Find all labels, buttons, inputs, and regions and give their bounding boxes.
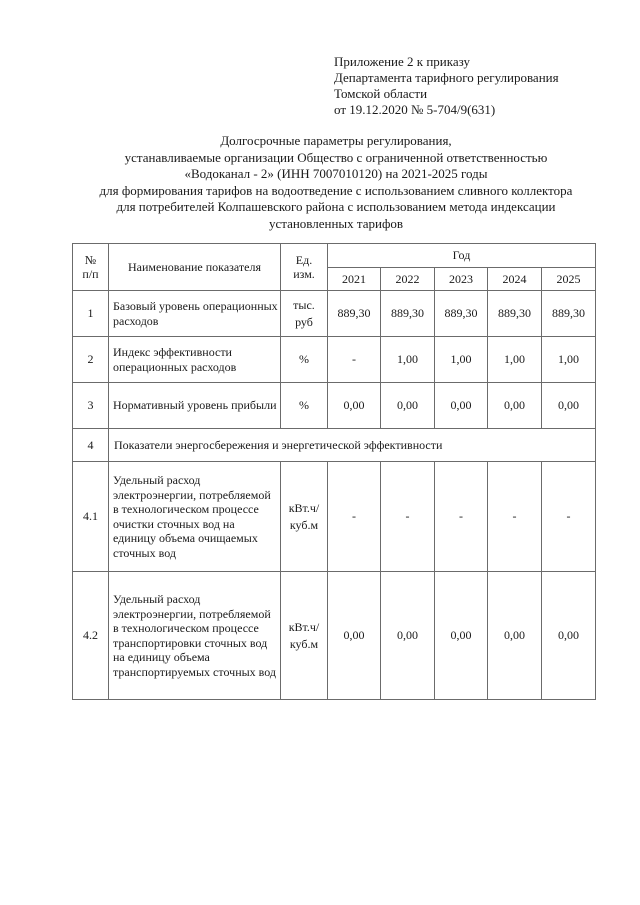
row-unit: кВт.ч/ куб.м [281, 462, 328, 572]
table-row [73, 291, 596, 337]
row-value: 1,00 [435, 337, 488, 383]
row-value: - [328, 462, 381, 572]
row-num: 4.1 [73, 462, 109, 572]
row-value: - [435, 462, 488, 572]
row-unit: кВт.ч/ куб.м [281, 572, 328, 700]
parameters-table [72, 243, 596, 700]
row-value: 889,30 [381, 291, 435, 337]
title-line: для формирования тарифов на водоотведение с использованием сливного коллектора [99, 182, 573, 198]
title-line: установленных тарифов [268, 215, 404, 231]
row-name: Удельный расход электроэнергии, потребляемой в технологическом процессе очистки сточных вод на единицу объема очищаемых сточных вод [109, 462, 281, 572]
header-line: Приложение 2 к приказу [334, 54, 471, 69]
row-unit: % [281, 337, 328, 383]
row-value: 0,00 [435, 572, 488, 700]
table-row [73, 572, 596, 700]
section-row [73, 429, 596, 462]
year-header: 2023 [435, 268, 488, 291]
col-num-header: № п/п [73, 244, 109, 291]
title-line: для потребителей Колпашевского района с использованием метода индексации [116, 199, 556, 214]
header-line: Томской области [334, 86, 428, 101]
row-unit: % [281, 383, 328, 429]
title-line: Долгосрочные параметры регулирования, [220, 133, 452, 148]
section-title: Показатели энергосбережения и энергетической эффективности [109, 429, 596, 462]
row-value: 0,00 [381, 572, 435, 700]
header-line: от 19.12.2020 № 5-704/9(631) [334, 102, 496, 117]
title-line: «Водоканал - 2» (ИНН 7007010120) на 2021-2025 годы [184, 166, 488, 181]
header-row [73, 244, 596, 268]
row-name: Удельный расход электроэнергии, потребляемой в технологическом процессе транспортировки сточных вод на единицу объема транспортируемых сточных вод [109, 572, 281, 700]
row-value: 1,00 [381, 337, 435, 383]
row-value: - [381, 462, 435, 572]
row-num: 3 [73, 383, 109, 429]
col-name-header: Наименование показателя [109, 244, 281, 291]
row-value: 1,00 [488, 337, 542, 383]
row-value: 0,00 [488, 572, 542, 700]
title-line: устанавливаемые организации Общество с ограниченной ответственностью [124, 149, 548, 165]
row-num: 4 [73, 429, 109, 462]
row-value: - [488, 462, 542, 572]
row-value: 889,30 [328, 291, 381, 337]
row-name: Базовый уровень операционных расходов [109, 291, 281, 337]
row-value: 0,00 [381, 383, 435, 429]
order-header [334, 54, 559, 118]
row-value: - [328, 337, 381, 383]
row-num: 4.2 [73, 572, 109, 700]
row-value: - [542, 462, 596, 572]
row-name: Индекс эффективности операционных расходов [109, 337, 281, 383]
row-value: 889,30 [435, 291, 488, 337]
table-row [73, 383, 596, 429]
year-header: 2022 [381, 268, 435, 291]
row-value: 0,00 [435, 383, 488, 429]
year-header: 2021 [328, 268, 381, 291]
row-unit: тыс. руб [281, 291, 328, 337]
col-unit-header: Ед. изм. [281, 244, 328, 291]
row-num: 1 [73, 291, 109, 337]
row-value: 889,30 [542, 291, 596, 337]
row-value: 0,00 [488, 383, 542, 429]
row-value: 0,00 [542, 383, 596, 429]
year-header: 2025 [542, 268, 596, 291]
row-value: 0,00 [328, 383, 381, 429]
row-value: 0,00 [328, 572, 381, 700]
document-title [40, 133, 632, 232]
row-value: 1,00 [542, 337, 596, 383]
row-name: Нормативный уровень прибыли [109, 383, 281, 429]
row-num: 2 [73, 337, 109, 383]
table-row [73, 462, 596, 572]
row-value: 889,30 [488, 291, 542, 337]
year-header: 2024 [488, 268, 542, 291]
header-line: Департамента тарифного регулирования [334, 70, 559, 85]
table-row [73, 337, 596, 383]
row-value: 0,00 [542, 572, 596, 700]
year-group-header: Год [328, 244, 596, 268]
